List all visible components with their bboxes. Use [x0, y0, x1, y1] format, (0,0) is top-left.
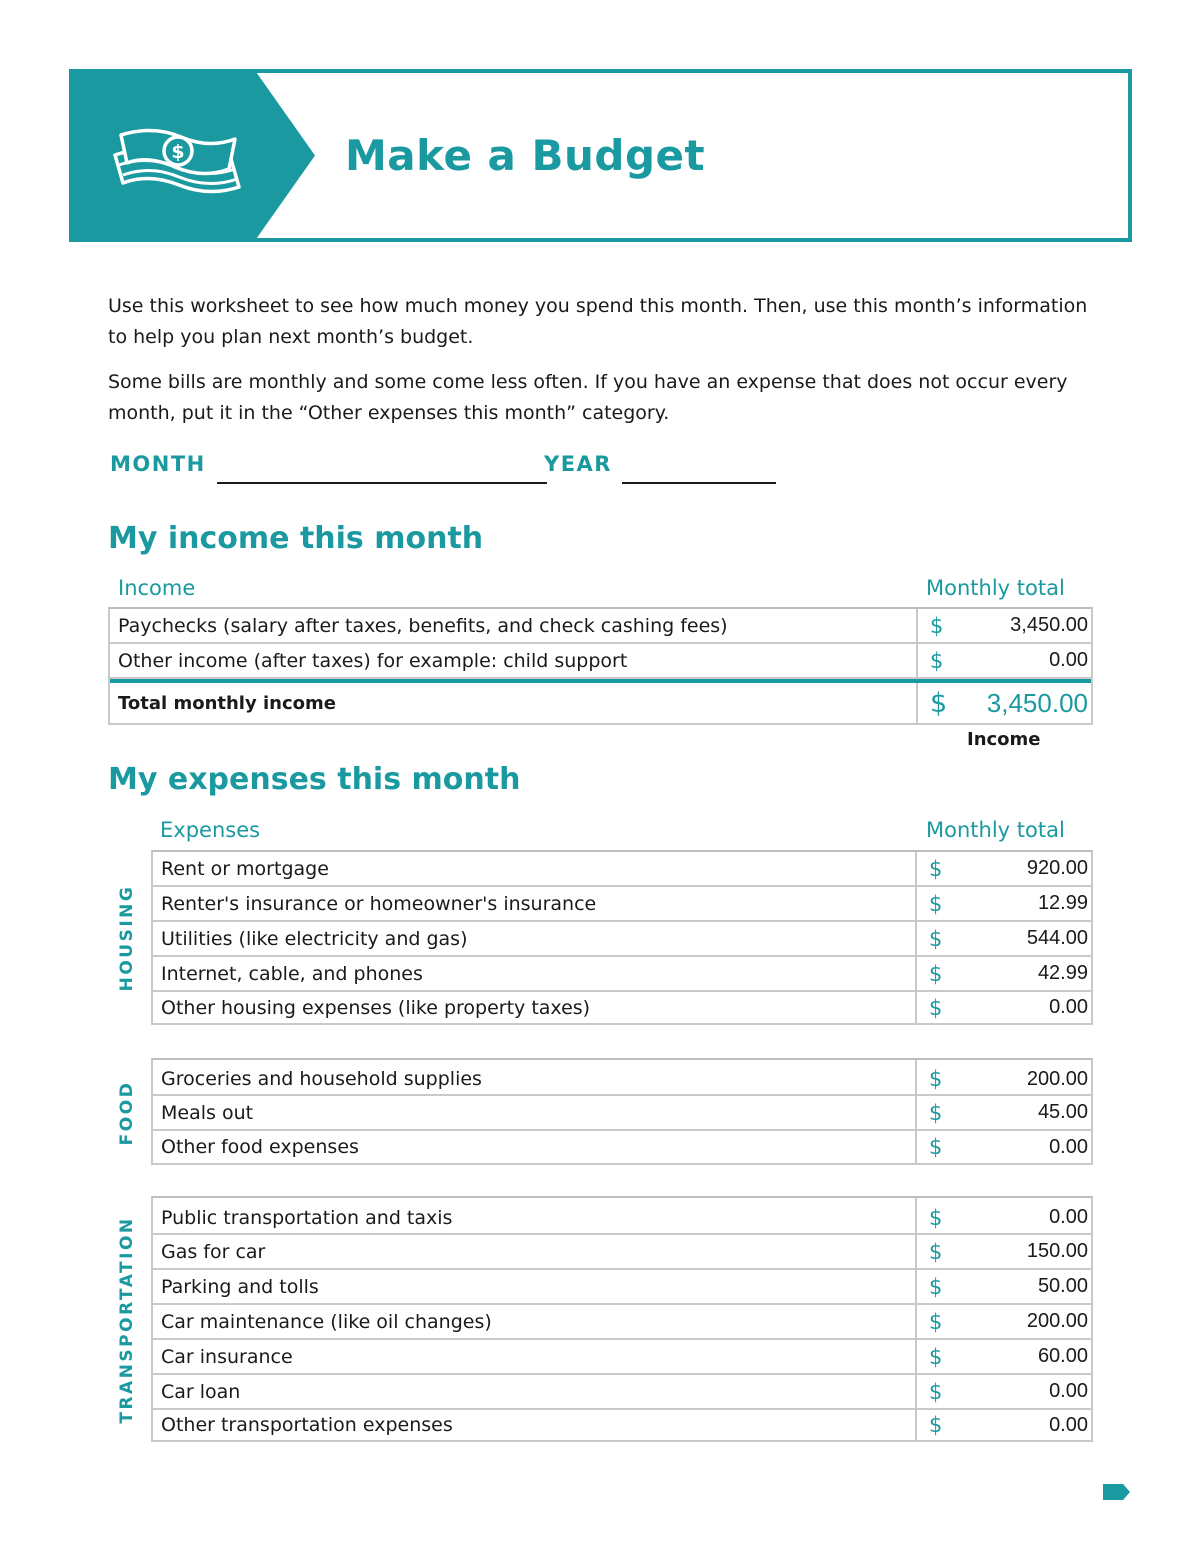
housing-table — [151, 850, 1093, 1025]
amount-value: 42.99 — [1037, 962, 1088, 984]
row-label: Meals out — [161, 1101, 254, 1124]
category-label-housing: HOUSING — [117, 884, 137, 992]
row-label: Gas for car — [161, 1240, 266, 1263]
amount-cell[interactable] — [915, 1096, 1091, 1129]
currency-symbol: $ — [930, 648, 944, 673]
row-label: Rent or mortgage — [161, 857, 329, 880]
currency-symbol: $ — [929, 891, 943, 916]
currency-symbol: $ — [929, 926, 943, 951]
amount-cell[interactable] — [915, 852, 1091, 885]
table-row — [153, 957, 1091, 992]
amount-cell[interactable] — [915, 1305, 1091, 1338]
row-label: Other transportation expenses — [161, 1414, 453, 1436]
table-row — [153, 1305, 1091, 1340]
table-row — [153, 1096, 1091, 1131]
table-row — [153, 1235, 1091, 1270]
amount-cell[interactable] — [915, 957, 1091, 990]
amount-value: 0.00 — [1049, 1413, 1088, 1436]
total-amount-cell[interactable] — [916, 683, 1091, 723]
amount-cell[interactable] — [915, 1198, 1091, 1233]
currency-symbol: $ — [929, 1379, 943, 1404]
category-label-food: FOOD — [117, 1080, 137, 1145]
row-label: Car insurance — [161, 1345, 293, 1368]
expenses-section-title: My expenses this month — [108, 762, 521, 797]
table-row — [153, 887, 1091, 922]
amount-value: 544.00 — [1026, 927, 1088, 949]
currency-symbol: $ — [929, 995, 943, 1020]
year-field[interactable] — [622, 482, 776, 484]
row-label: Internet, cable, and phones — [161, 962, 423, 985]
amount-value: 12.99 — [1037, 892, 1088, 914]
currency-symbol: $ — [929, 1135, 943, 1159]
row-label: Other food expenses — [161, 1136, 359, 1158]
row-label: Car maintenance (like oil changes) — [161, 1310, 492, 1333]
food-table — [151, 1058, 1093, 1165]
amount-value: 0.00 — [1049, 1206, 1088, 1228]
income-under-label: Income — [967, 729, 1041, 750]
amount-cell[interactable] — [915, 1410, 1091, 1440]
amount-cell[interactable] — [915, 887, 1091, 920]
intro-paragraph: Some bills are monthly and some come less often. If you have an expense that does not occur every month, put it in the “Other expenses this month” category. — [108, 371, 1068, 424]
row-label: Utilities (like electricity and gas) — [161, 927, 468, 950]
amount-cell[interactable] — [915, 1235, 1091, 1268]
row-label: Other housing expenses (like property taxes) — [161, 996, 591, 1019]
currency-symbol: $ — [929, 961, 943, 986]
row-label: Groceries and household supplies — [161, 1068, 482, 1090]
amount-value: 3,450.00 — [1010, 614, 1088, 636]
intro-paragraph: Use this worksheet to see how much money you spend this month. Then, use this month’s information to help you plan next month’s budget. — [108, 295, 1088, 348]
amount-cell[interactable] — [916, 644, 1091, 677]
transportation-table — [151, 1196, 1093, 1442]
amount-value: 920.00 — [1026, 857, 1088, 879]
amount-value: 200.00 — [1026, 1067, 1088, 1090]
amount-value: 60.00 — [1037, 1345, 1088, 1367]
banner-chevron — [69, 69, 389, 242]
amount-value: 0.00 — [1049, 1380, 1088, 1402]
table-row — [153, 1060, 1091, 1096]
currency-symbol: $ — [929, 1274, 943, 1299]
amount-column-header: Monthly total — [926, 818, 1065, 842]
table-row — [153, 1375, 1091, 1410]
month-field[interactable] — [217, 482, 547, 484]
currency-symbol: $ — [929, 1239, 943, 1264]
currency-symbol: $ — [929, 1100, 943, 1125]
row-label: Public transportation and taxis — [161, 1206, 453, 1229]
currency-symbol: $ — [929, 1344, 943, 1369]
amount-value: 0.00 — [1049, 996, 1088, 1018]
total-row — [110, 679, 1091, 723]
svg-text:$: $ — [171, 141, 185, 163]
next-page-arrow-icon[interactable] — [1103, 1484, 1131, 1500]
amount-value: 50.00 — [1037, 1275, 1088, 1297]
category-label-transportation: TRANSPORTATION — [117, 1216, 137, 1424]
row-label: Renter's insurance or homeowner's insurance — [161, 892, 597, 915]
table-row — [153, 1340, 1091, 1375]
amount-value: 150.00 — [1026, 1240, 1088, 1262]
table-row — [153, 992, 1091, 1023]
table-row — [153, 1131, 1091, 1163]
month-label: MONTH — [110, 452, 206, 476]
table-row — [153, 922, 1091, 957]
amount-cell[interactable] — [915, 1060, 1091, 1094]
year-label: YEAR — [544, 452, 612, 476]
amount-cell[interactable] — [915, 1270, 1091, 1303]
table-row — [110, 609, 1091, 644]
page-title: Make a Budget — [345, 131, 706, 180]
row-label: Parking and tolls — [161, 1275, 319, 1298]
currency-symbol: $ — [929, 1309, 943, 1334]
amount-value: 0.00 — [1049, 649, 1088, 671]
amount-cell[interactable] — [915, 1340, 1091, 1373]
currency-symbol: $ — [930, 613, 944, 638]
total-amount-value: 3,450.00 — [986, 687, 1088, 718]
amount-cell[interactable] — [915, 1375, 1091, 1408]
row-label: Car loan — [161, 1380, 241, 1403]
table-row — [153, 1198, 1091, 1235]
amount-value: 0.00 — [1049, 1135, 1088, 1158]
amount-cell[interactable] — [916, 609, 1091, 642]
table-row — [110, 644, 1091, 679]
amount-value: 45.00 — [1037, 1101, 1088, 1123]
table-row — [153, 1410, 1091, 1440]
total-label: Total monthly income — [118, 692, 336, 714]
currency-symbol: $ — [929, 1067, 943, 1091]
table-row — [153, 1270, 1091, 1305]
table-row — [153, 852, 1091, 887]
currency-symbol: $ — [929, 1205, 943, 1230]
amount-cell[interactable] — [915, 992, 1091, 1023]
header-banner — [69, 69, 1132, 242]
currency-symbol: $ — [929, 1413, 943, 1437]
amount-cell[interactable] — [915, 1131, 1091, 1163]
income-table — [108, 607, 1093, 725]
income-section-title: My income this month — [108, 521, 484, 556]
amount-value: 200.00 — [1026, 1310, 1088, 1332]
row-label: Other income (after taxes) for example: child support — [118, 649, 628, 672]
currency-symbol: $ — [930, 687, 948, 719]
currency-symbol: $ — [929, 856, 943, 881]
row-label: Paychecks (salary after taxes, benefits, and check cashing fees) — [118, 614, 728, 637]
income-column-header: Income — [118, 576, 196, 600]
amount-column-header: Monthly total — [926, 576, 1065, 600]
expenses-column-header: Expenses — [160, 818, 261, 842]
amount-cell[interactable] — [915, 922, 1091, 955]
